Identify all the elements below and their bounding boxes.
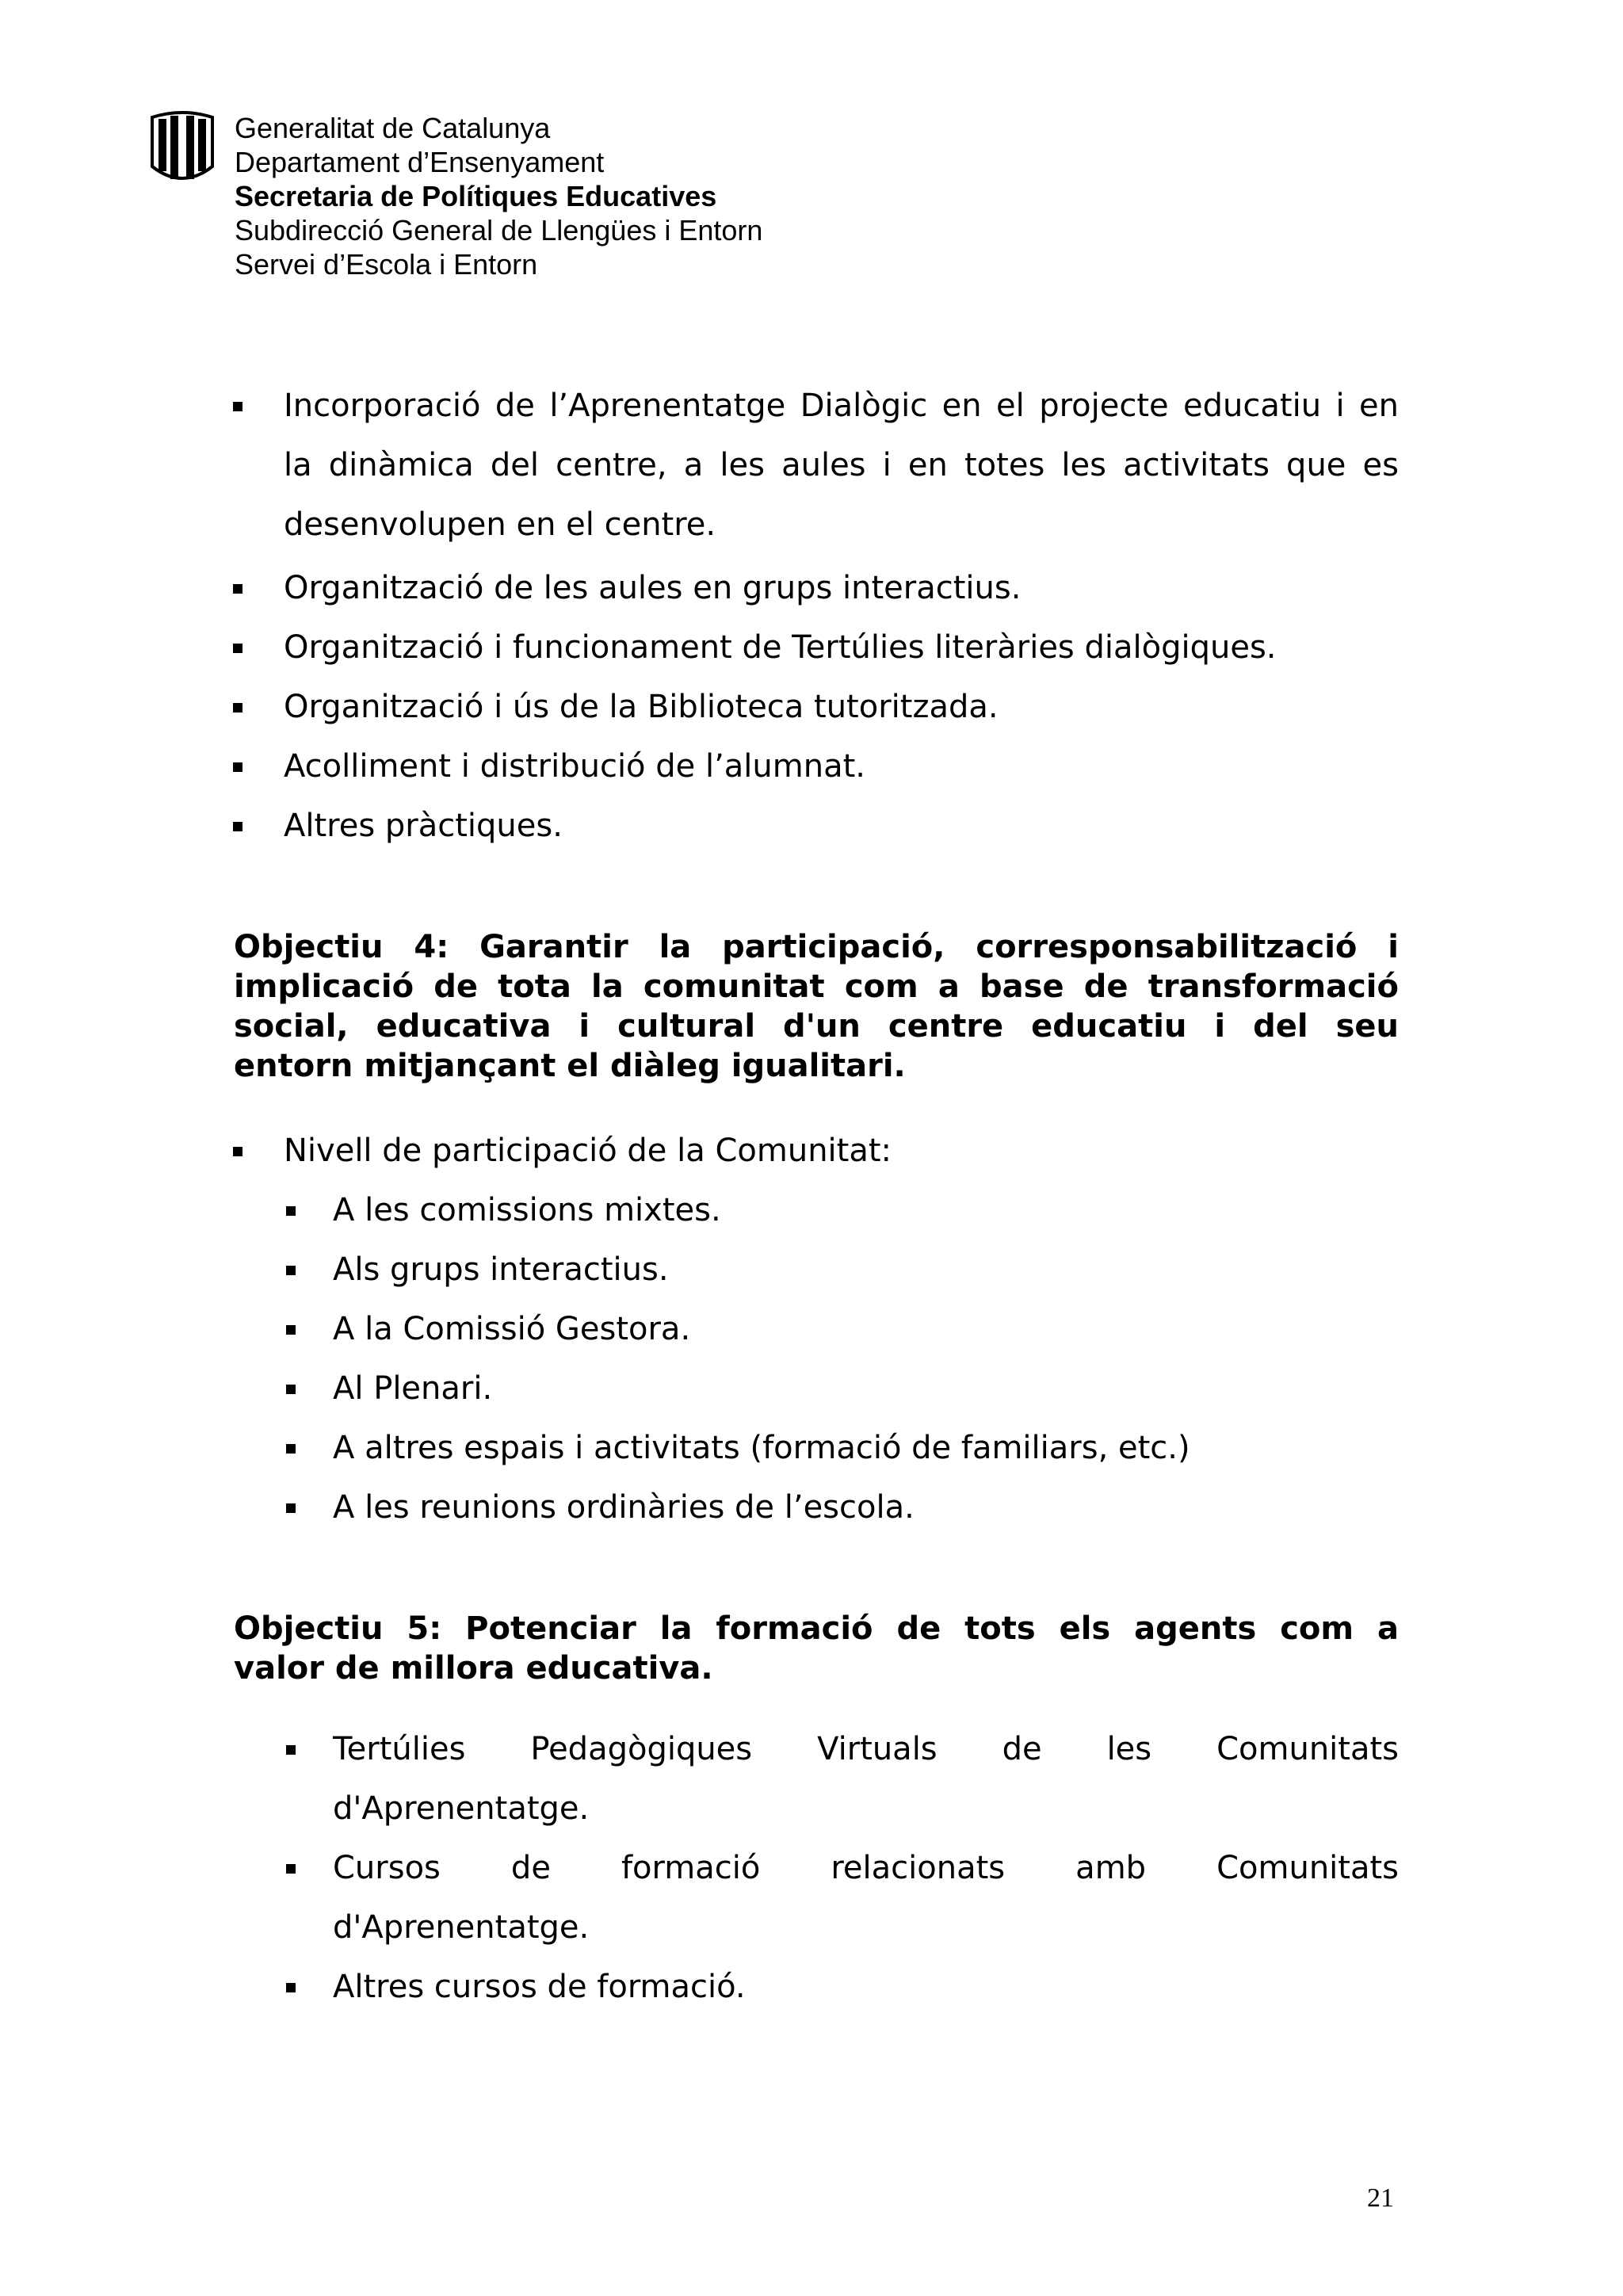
heading-line: entorn mitjançant el diàleg igualitari. [234,1048,906,1084]
heading-line: social, educativa i cultural d'un centre educatiu i del seu [234,1008,1399,1045]
list-item-line: A la Comissió Gestora. [333,1311,691,1347]
bullet-icon [286,1444,296,1454]
page-number: 21 [1367,2183,1394,2213]
list-item-line: d'Aprenentatge. [333,1790,590,1827]
heading-line: Objectiu 5: Potenciar la formació de tots els agents com a [234,1610,1399,1647]
sub-list-item [333,1181,1399,1240]
subdireccio-name: Subdirecció General de Llengües i Entorn [235,214,763,246]
list-item [284,618,1399,678]
list-item-line: Acolliment i distribució de l’alumnat. [284,748,865,785]
bullet-icon [233,822,242,831]
bullet-icon [233,703,242,712]
bullet-icon [286,1266,296,1275]
list-item-line: A altres espais i activitats (formació de familiars, etc.) [333,1430,1190,1466]
sub-list-item [333,1419,1399,1478]
list-item [284,797,1399,856]
objective-5-heading [234,1609,1399,1688]
sub-list-item [333,1478,1399,1538]
heading-line: valor de millora educativa. [234,1650,713,1687]
objective-4-heading [234,927,1399,1086]
bullet-icon [286,1325,296,1335]
generalitat-logo-icon [147,111,217,187]
list-item [284,678,1399,737]
list-item-line: Incorporació de l’Aprenentatge Dialògic en el projecte educatiu i en [284,388,1399,424]
list-item-line: Al Plenari. [333,1370,493,1407]
bullet-icon [233,1147,242,1156]
bullet-icon [233,762,242,772]
list-item-line: la dinàmica del centre, a les aules i en totes les activitats que es [284,447,1399,483]
sub-list-item [333,1359,1399,1419]
list-item [284,559,1399,618]
list-item-line: Nivell de participació de la Comunitat: [284,1133,892,1169]
bullet-icon [233,644,242,653]
bullet-icon [286,1864,296,1874]
list-item [284,737,1399,797]
bullet-icon [286,1745,296,1755]
list-item [333,1720,1399,1839]
list-item-line: Organització de les aules en grups interactius. [284,570,1022,606]
sub-list-item [333,1240,1399,1300]
list-item-line: Als grups interactius. [333,1251,669,1288]
list-item-line: A les comissions mixtes. [333,1192,721,1228]
bullet-icon [286,1503,296,1513]
list-item [333,1839,1399,1958]
bullet-icon [233,402,242,411]
list-item-line: Organització i funcionament de Tertúlies literàries dialògiques. [284,629,1277,666]
list-item-line: A les reunions ordinàries de l’escola. [333,1489,915,1526]
list-item-line: d'Aprenentatge. [333,1909,590,1946]
list-item-line: Organització i ús de la Biblioteca tutoritzada. [284,689,999,725]
list-item-line: desenvolupen en el centre. [284,506,716,543]
bullet-icon [286,1983,296,1992]
list-item-line: Cursos de formació relacionats amb Comunitats [333,1850,1399,1886]
list-item-line: Altres pràctiques. [284,808,563,844]
org-name: Generalitat de Catalunya [235,112,551,144]
heading-line: implicació de tota la comunitat com a base de transformació [234,968,1399,1005]
department-name: Departament d’Ensenyament [235,146,605,178]
list-item [333,1958,1399,2017]
bullet-icon [233,584,242,594]
bullet-icon [286,1206,296,1216]
list-item-line: Tertúlies Pedagògiques Virtuals de les Comunitats [333,1731,1399,1767]
secretaria-name: Secretaria de Polítiques Educatives [235,180,717,212]
sub-list-item [333,1300,1399,1359]
list-item-line: Altres cursos de formació. [333,1969,746,2005]
letterhead-text [235,111,762,281]
list-item [284,1121,1399,1181]
heading-line: Objectiu 4: Garantir la participació, corresponsabilització i [234,929,1399,965]
servei-name: Servei d’Escola i Entorn [235,248,538,281]
list-item [284,376,1399,555]
bullet-icon [286,1385,296,1394]
